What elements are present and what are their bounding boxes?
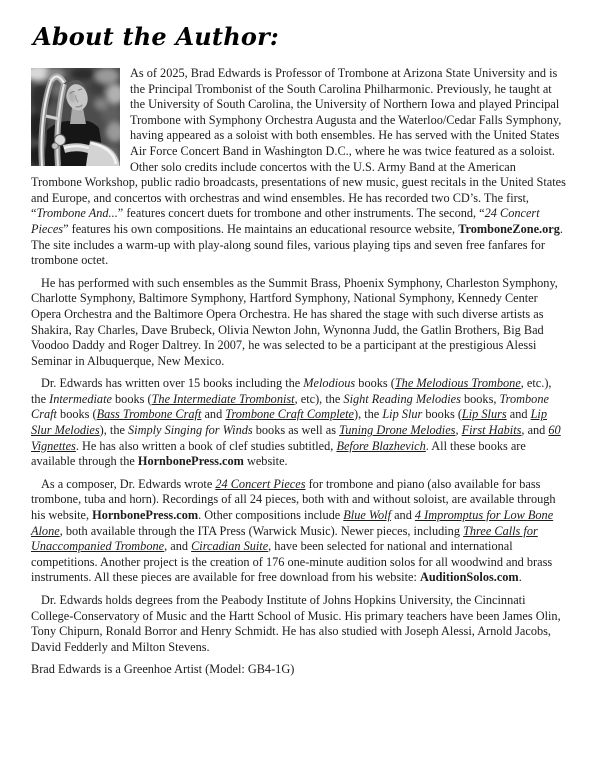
text-run: , and [164,539,192,554]
text-run: books ( [422,407,462,422]
text-run: , have been selected for national and international competitions. Another project is the creation of 176 one-minute audition solos for all woodwind and brass instruments. All these pieces are available for free download from his website: [31,539,553,585]
text-run: , etc.), the [31,376,552,406]
text-run: As of 2025, Brad Edwards is Professor of Trombone at Arizona State University and is the Principal Trombonist of the South Carolina Philharmonic. Previously, he taught at the University of South Carolina, the University of Northern Iowa and played Principal Trombone with Symphony Orchestra Augusta and the Waterloo/Cedar Falls Symphony, having appeared as a soloist with both ensembles. He has served with the United States Air Force Concert Band in Washington D.C., where he was twice featured as a soloist. Other solo credits include concertos with the U.S. Army Band at the American Trombone Workshop, public radio broadcasts, presentations of new music, guest recitals in the United States and Europe, and concertos with orchestras and wind ensembles. He has recorded two CD’s. The first, “ [31,66,566,221]
text-run: and [391,508,415,523]
paragraph [31,376,566,470]
text-run: He has performed with such ensembles as the Summit Brass, Phoenix Symphony, Charleston Symphony, Charlotte Symphony, Baltimore Symphony, Hartford Symphony, National Symphony, Kennedy Center Opera Orchestra and the Baltimore Opera Orchestra. He has shared the stage with such diverse artists as Shakira, Ray Charles, Dave Brubeck, Olivia Newton John, Wynonna Judd, the Gatlin Brothers, Big Bad Voodoo Daddy and Roger Daltrey. In 2007, he was selected to be a participant at the prestigious Alessi Seminar in Albuquerque, New Mexico. [31,275,558,368]
book-link[interactable]: Tuning Drone Melodies [339,423,456,438]
text-run: . He has also written a book of clef studies subtitled, [75,438,337,453]
text-run: Intermediate [49,391,112,406]
paragraph [31,276,566,370]
text-run: AuditionSolos.com [419,570,519,585]
book-link[interactable]: First Habits [461,423,522,438]
text-run: TromboneZone.org [458,221,560,236]
text-run: and [506,407,531,422]
paragraph [31,477,566,586]
text-run: books ( [111,391,152,406]
text-run: . Other compositions include [198,508,344,523]
text-run: ” features his own compositions. He maintains an educational resource website, [63,221,459,236]
book-link[interactable]: Circadian Suite [191,539,269,554]
book-link[interactable]: Blue Wolf [343,508,392,523]
text-run: website. [243,454,288,469]
book-link[interactable]: Lip Slur Melodies [31,407,547,438]
text-run: Simply Singing for Winds [128,423,253,438]
author-photo-image [31,68,120,166]
text-run: Trombone And... [36,206,118,221]
paragraph [31,593,566,655]
text-run: ), the [99,423,128,438]
book-link[interactable]: 24 Concert Pieces [215,476,306,491]
text-run: books ( [355,376,395,391]
text-run: ), the [353,407,383,422]
text-run: . [518,570,522,585]
text-run: , [455,423,462,438]
paragraph [31,662,566,678]
text-run: HornbonePress.com [137,454,244,469]
text-run: Trombone Craft [31,391,549,422]
author-photo [31,68,120,166]
text-run: books, [460,391,500,406]
text-run: , and [521,423,549,438]
text-run: . All these books are available through the [31,438,526,469]
book-link[interactable]: Lip Slurs [461,407,507,422]
text-run: HornbonePress.com [92,508,199,523]
book-link[interactable]: 60 Vignettes [31,423,561,453]
text-run: Dr. Edwards holds degrees from the Peabody Institute of Johns Hopkins University, the Cincinnati College-Conservatory of Music and the Hartt School of Music. His primary teachers have been James Olin, Tony Chipurn, Ronald Borror and Henry Schmidt. He has also studied with Joseph Alessi, Arnold Jacobs, David Fedderly and Milton Stevens. [31,593,561,654]
book-link[interactable]: The Intermediate Trombonist [151,391,295,406]
book-link[interactable]: Before Blazhevich [336,438,426,453]
book-link[interactable]: 4 Impromptus for Low Bone Alone [31,508,554,538]
book-link[interactable]: The Melodious Trombone [394,376,521,391]
book-link[interactable]: Bass Trombone Craft [96,407,202,422]
text-run: Dr. Edwards has written over 15 books including the [41,376,304,391]
text-run: Sight Reading Melodies [343,391,461,406]
text-run: , etc), the [294,391,344,406]
text-run: for trombone and piano (also available for bass trombone, tuba and horn). Recordings of all 24 pieces, both with and without soloist, are available through his website, [31,476,556,523]
text-run: and [201,407,226,422]
text-run: Melodious [303,376,356,391]
text-run: ” features concert duets for trombone and other instruments. The second, “ [117,206,485,221]
text-run: books ( [56,407,97,422]
book-link[interactable]: Trombone Craft Complete [225,407,354,422]
text-run: , both available through the ITA Press (Warwick Music). Newer pieces, including [59,523,464,538]
text-run: Brad Edwards is a Greenhoe Artist (Model: GB4-1G) [31,662,295,677]
text-run: 24 Concert Pieces [31,206,540,236]
text-run: As a composer, Dr. Edwards wrote [41,476,216,491]
article [31,66,566,678]
book-link[interactable]: Three Calls for Unaccompanied Trombone [31,523,538,554]
text-run: Lip Slur [382,407,423,422]
text-run: books as well as [252,423,340,438]
text-run: . The site includes a warm-up with play-along sound files, various playing tips and seven free fanfares for trombone octet. [31,221,563,268]
page-title: About the Author: [33,22,279,51]
